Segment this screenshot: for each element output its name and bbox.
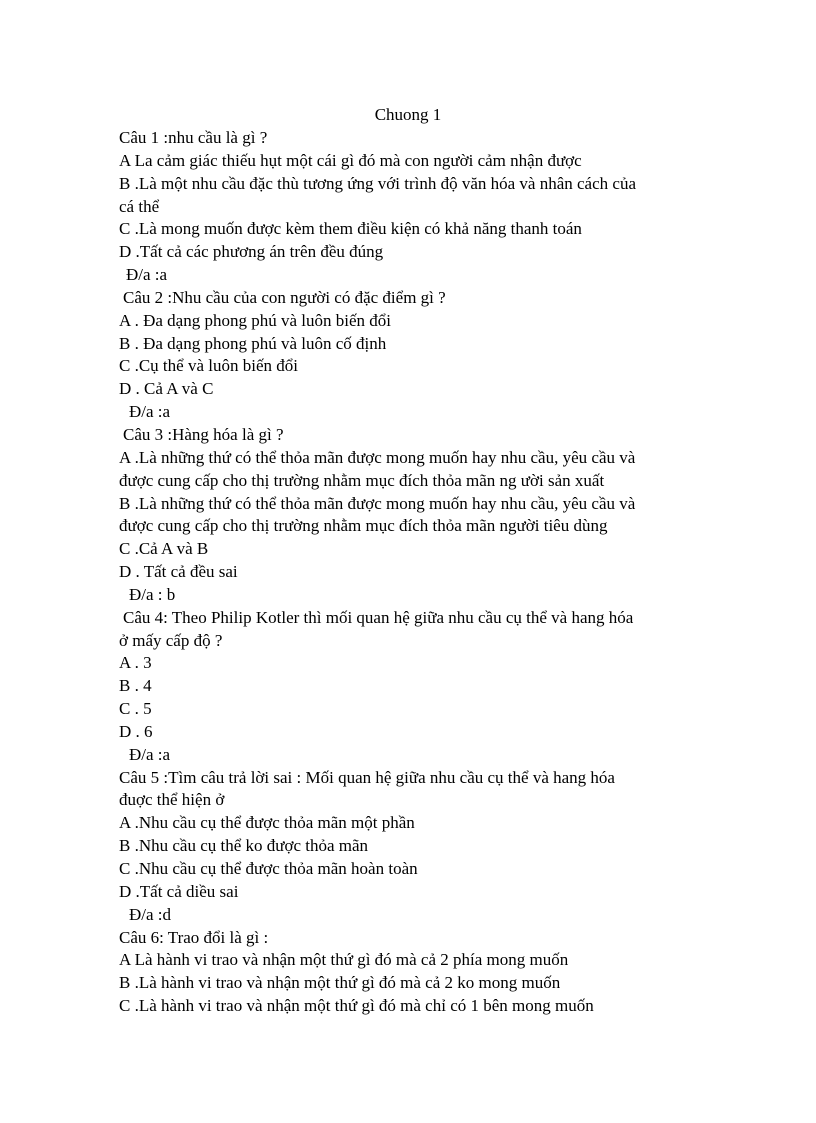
- chapter-title: Chuong 1: [374, 105, 442, 124]
- question-5-prompt-continued: đuợc thể hiện ở: [119, 790, 225, 810]
- question-5-prompt: Câu 5 :Tìm câu trả lời sai : Mối quan hệ giữa nhu cầu cụ thể và hang hóa: [119, 767, 615, 787]
- question-1-option-a: A La cảm giác thiếu hụt một cái gì đó mà con người cảm nhận được: [119, 150, 582, 170]
- question-4-prompt-continued: ở mấy cấp độ ?: [119, 630, 223, 650]
- question-2-option-b: B . Đa dạng phong phú và luôn cố định: [119, 333, 387, 353]
- question-1-answer: Đ/a :a: [126, 265, 168, 285]
- question-3-answer: Đ/a : b: [129, 584, 176, 604]
- question-6-option-c: C .Là hành vi trao và nhận một thứ gì đó mà chỉ có 1 bên mong muốn: [119, 996, 594, 1016]
- question-3-option-a: A .Là những thứ có thể thỏa mãn được mong muốn hay nhu cầu, yêu cầu và: [119, 447, 636, 467]
- question-3-option-b: B .Là những thứ có thể thỏa mãn được mong muốn hay nhu cầu, yêu cầu và: [119, 493, 636, 513]
- question-2-option-c: C .Cụ thể và luôn biến đổi: [119, 356, 298, 376]
- question-5-option-c: C .Nhu cầu cụ thể được thỏa mãn hoàn toàn: [119, 859, 418, 878]
- question-2-prompt: Câu 2 :Nhu cầu của con người có đặc điểm gì ?: [123, 287, 446, 307]
- question-4-prompt: Câu 4: Theo Philip Kotler thì mối quan hệ giữa nhu cầu cụ thể và hang hóa: [123, 607, 634, 627]
- question-1-option-b-continued: cá thể: [119, 196, 160, 216]
- question-2-option-d: D . Cả A và C: [119, 379, 214, 399]
- question-5-option-d: D .Tất cả diều sai: [119, 881, 239, 901]
- question-3-option-c: C .Cả A và B: [119, 539, 209, 559]
- question-3-prompt: Câu 3 :Hàng hóa là gì ?: [123, 424, 284, 444]
- question-1-option-b: B .Là một nhu cầu đặc thù tương ứng với trình độ văn hóa và nhân cách của: [119, 173, 636, 193]
- question-4-option-b: B . 4: [119, 676, 152, 696]
- question-4-option-d: D . 6: [119, 721, 153, 741]
- question-4-option-a: A . 3: [119, 653, 152, 673]
- question-list: [119, 127, 709, 1018]
- question-3-option-d: D . Tất cả đều sai: [119, 562, 238, 582]
- question-3-option-a-continued: được cung cấp cho thị trường nhằm mục đích thỏa mãn ng ười sản xuất: [119, 470, 605, 490]
- question-5-option-a: A .Nhu cầu cụ thể được thỏa mãn một phần: [119, 813, 415, 833]
- question-6-option-b: B .Là hành vi trao và nhận một thứ gì đó mà cả 2 ko mong muốn: [119, 973, 561, 993]
- question-4-answer: Đ/a :a: [129, 744, 171, 764]
- question-5-option-b: B .Nhu cầu cụ thể ko được thỏa mãn: [119, 836, 369, 856]
- question-1-prompt: Câu 1 :nhu cầu là gì ?: [119, 128, 268, 147]
- question-1-option-d: D .Tất cả các phương án trên đều đúng: [119, 242, 384, 262]
- question-1-option-c: C .Là mong muốn được kèm them điều kiện có khả năng thanh toán: [119, 219, 582, 239]
- question-2-answer: Đ/a :a: [129, 402, 171, 422]
- question-6-prompt: Câu 6: Trao đổi là gì :: [119, 927, 269, 947]
- question-3-option-b-continued: được cung cấp cho thị trường nhằm mục đích thỏa mãn người tiêu dùng: [119, 516, 608, 536]
- question-6-option-a: A Là hành vi trao và nhận một thứ gì đó mà cả 2 phía mong muốn: [119, 950, 569, 970]
- question-5-answer: Đ/a :d: [129, 904, 172, 924]
- question-2-option-a: A . Đa dạng phong phú và luôn biến đổi: [119, 310, 391, 330]
- question-4-option-c: C . 5: [119, 699, 152, 719]
